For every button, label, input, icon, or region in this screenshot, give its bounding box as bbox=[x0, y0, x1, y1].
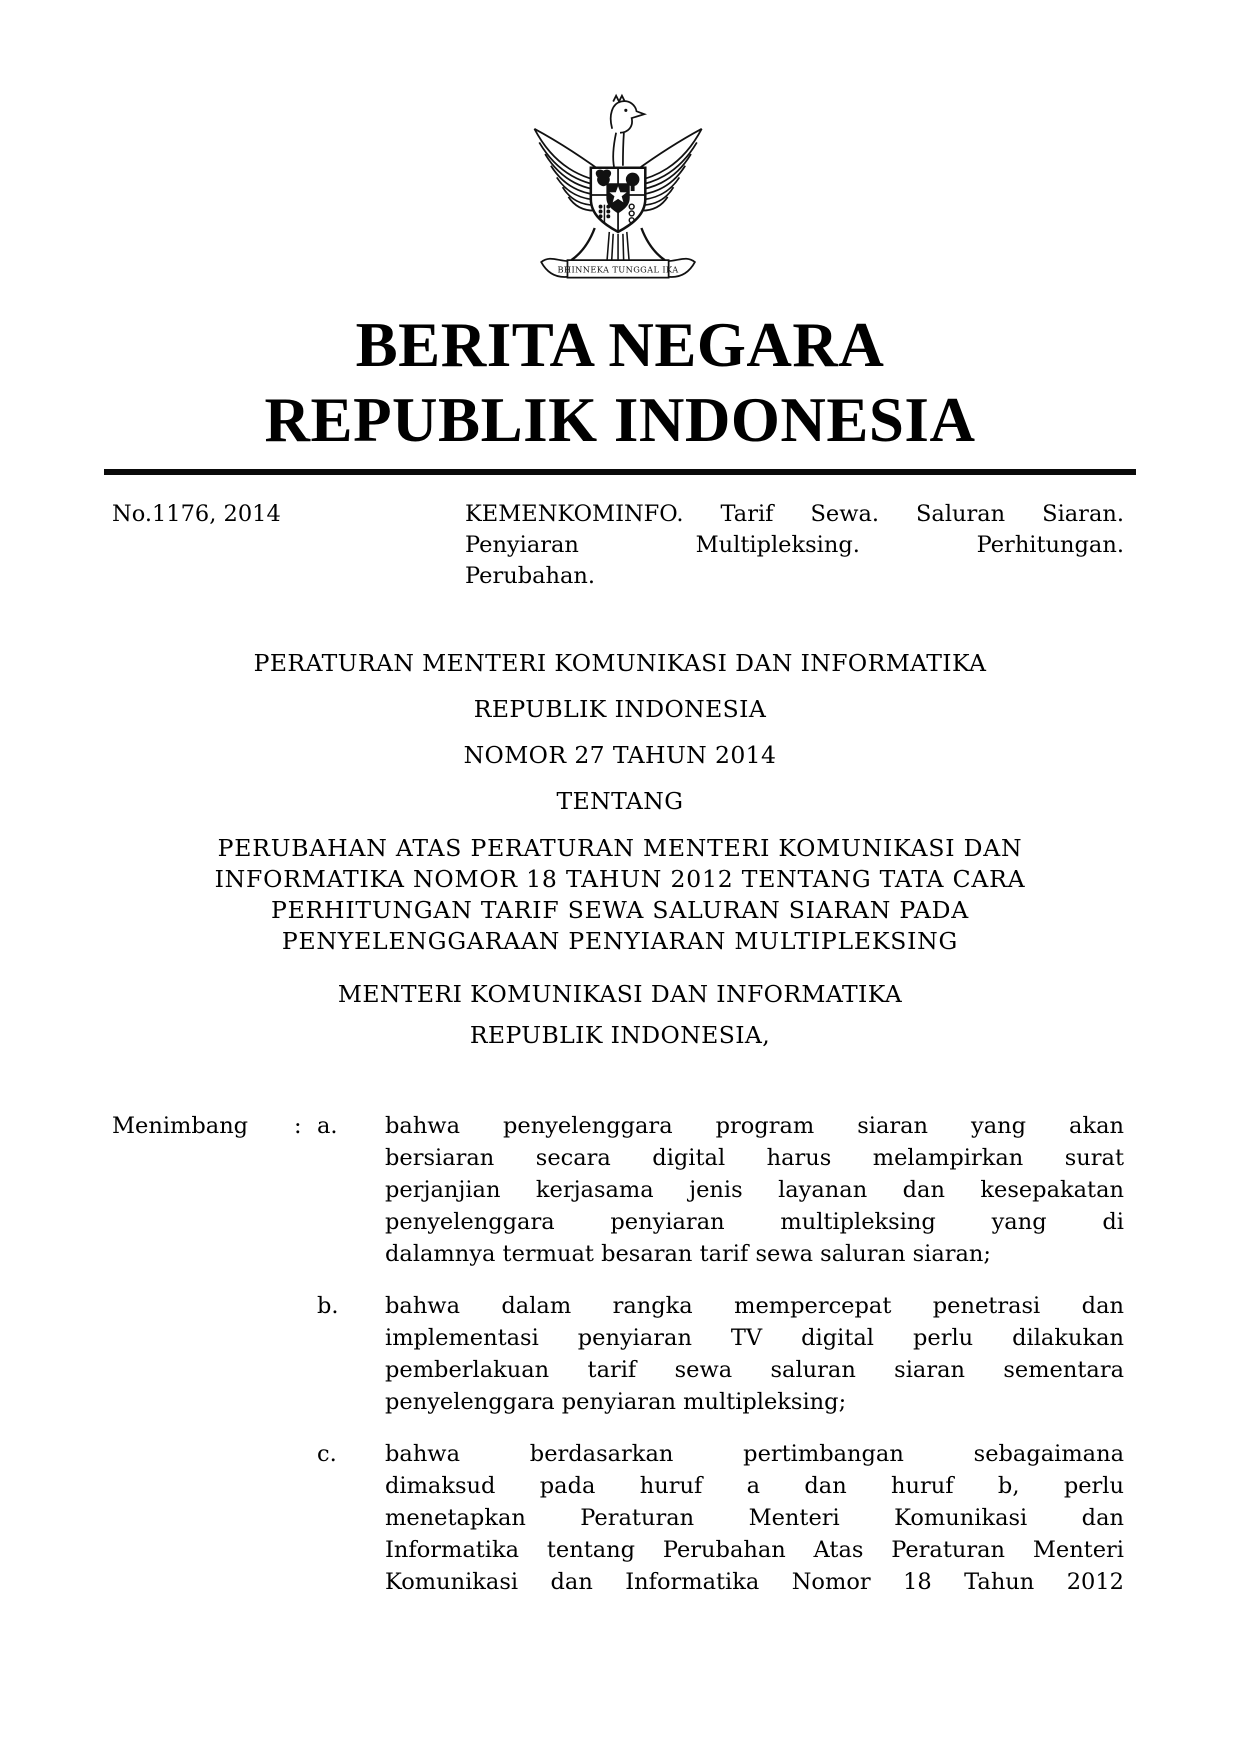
item-marker: b. bbox=[317, 1293, 339, 1319]
pancasila-shield bbox=[591, 168, 645, 232]
regulation-number: NOMOR 27 TAHUN 2014 bbox=[463, 741, 777, 769]
text-line: penyelenggara penyiaran multipleksing; bbox=[385, 1389, 847, 1415]
item-marker: c. bbox=[317, 1441, 337, 1467]
regulation-headings bbox=[0, 648, 1240, 1051]
considering-section bbox=[112, 1110, 1124, 1598]
motto-text: BHINNEKA TUNGGAL IKA bbox=[557, 264, 679, 275]
garuda-head bbox=[611, 96, 645, 168]
text-line: Informatika tentang Perubahan Atas Peraturan Menteri bbox=[385, 1537, 1124, 1563]
masthead-title-line1: BERITA NEGARA bbox=[355, 310, 885, 380]
garuda-emblem bbox=[520, 86, 720, 300]
text-line: perjanjian kerjasama jenis layanan dan kesepakatan bbox=[385, 1177, 1124, 1203]
text-line: bahwa berdasarkan pertimbangan sebagaimana bbox=[385, 1441, 1124, 1467]
regulation-title-line2: REPUBLIK INDONESIA bbox=[473, 695, 767, 723]
text-line: Penyiaran Multipleksing. Perhitungan. bbox=[465, 532, 1124, 558]
regulation-subject bbox=[0, 833, 1240, 957]
text-line: bahwa penyelenggara program siaran yang akan bbox=[385, 1113, 1124, 1139]
gazette-number: No.1176, 2014 bbox=[112, 501, 281, 527]
text-line: bahwa dalam rangka mempercepat penetrasi dan bbox=[385, 1293, 1124, 1319]
item-text bbox=[385, 1438, 1124, 1598]
regulation-title-line1: PERATURAN MENTERI KOMUNIKASI DAN INFORMATIKA bbox=[253, 649, 987, 677]
text-line: menetapkan Peraturan Menteri Komunikasi dan bbox=[385, 1505, 1124, 1531]
considering-colon: : bbox=[294, 1113, 302, 1139]
annotation-row bbox=[112, 499, 1124, 592]
text-line: bersiaran secara digital harus melampirkan surat bbox=[385, 1145, 1124, 1171]
item-text bbox=[385, 1290, 1124, 1418]
subject-line: PERUBAHAN ATAS PERATURAN MENTERI KOMUNIKASI DAN bbox=[217, 834, 1023, 862]
text-line: dalamnya termuat besaran tarif sewa saluran siaran; bbox=[385, 1241, 992, 1267]
tentang-label: TENTANG bbox=[556, 787, 684, 815]
considering-label: Menimbang bbox=[112, 1113, 249, 1139]
subject-line: INFORMATIKA NOMOR 18 TAHUN 2012 TENTANG TATA CARA bbox=[214, 865, 1026, 893]
considering-item-a bbox=[317, 1110, 1124, 1270]
authority-heading bbox=[0, 979, 1240, 1051]
text-line: pemberlakuan tarif sewa saluran siaran sementara bbox=[385, 1357, 1124, 1383]
subject-line: PERHITUNGAN TARIF SEWA SALURAN SIARAN PADA bbox=[270, 896, 970, 924]
masthead-title-line2: REPUBLIK INDONESIA bbox=[264, 385, 976, 455]
motto-ribbon bbox=[541, 259, 695, 278]
item-text bbox=[385, 1110, 1124, 1270]
text-line: Komunikasi dan Informatika Nomor 18 Tahun 2012 bbox=[385, 1569, 1124, 1595]
considering-item-c bbox=[317, 1438, 1124, 1598]
subject-annotation bbox=[465, 499, 1124, 592]
masthead-rule bbox=[104, 469, 1136, 475]
garuda-emblem-graphic bbox=[520, 86, 720, 300]
text-line: penyelenggara penyiaran multipleksing yang di bbox=[385, 1209, 1124, 1235]
considering-item-b bbox=[317, 1290, 1124, 1418]
text-line: Perubahan. bbox=[465, 563, 596, 589]
text-line: KEMENKOMINFO. Tarif Sewa. Saluran Siaran. bbox=[465, 501, 1124, 527]
item-marker: a. bbox=[317, 1113, 338, 1139]
authority-line2: REPUBLIK INDONESIA, bbox=[469, 1021, 771, 1049]
text-line: implementasi penyiaran TV digital perlu dilakukan bbox=[385, 1325, 1124, 1351]
subject-line: PENYELENGGARAAN PENYIARAN MULTIPLEKSING bbox=[281, 927, 959, 955]
authority-line1: MENTERI KOMUNIKASI DAN INFORMATIKA bbox=[337, 980, 903, 1008]
text-line: dimaksud pada huruf a dan huruf b, perlu bbox=[385, 1473, 1124, 1499]
